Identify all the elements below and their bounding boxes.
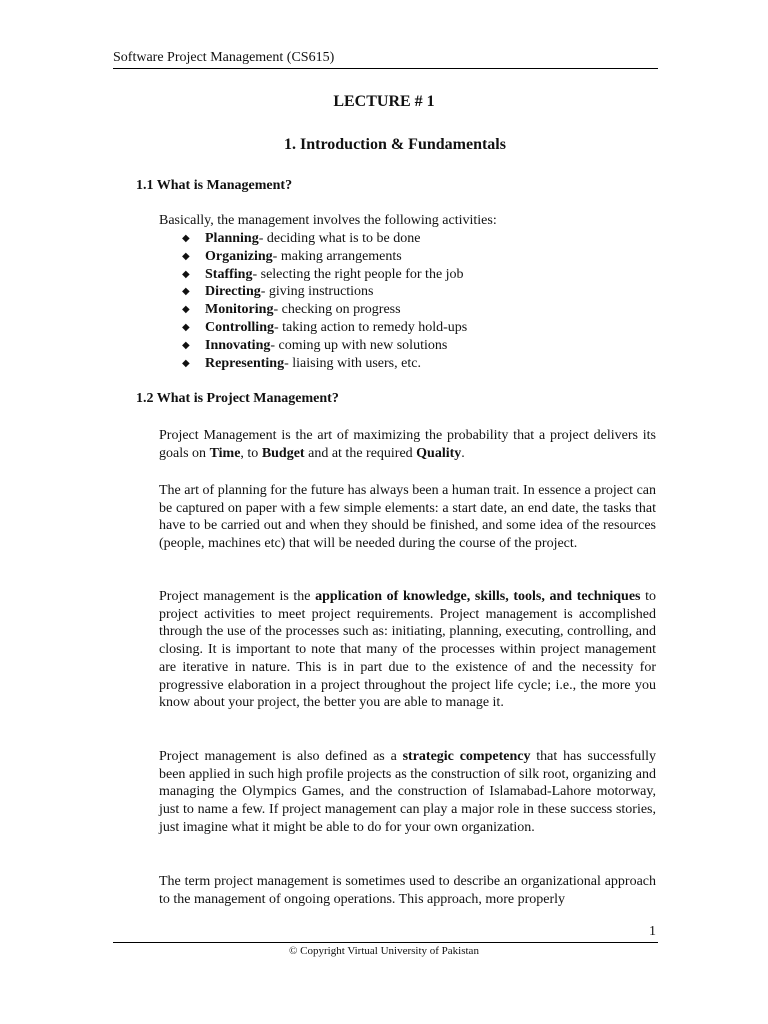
item-term: Directing xyxy=(205,284,261,300)
item-desc: - deciding what is to be done xyxy=(258,231,421,246)
item-term: Representing xyxy=(205,355,285,371)
item-term: Monitoring xyxy=(205,302,274,318)
item-desc: - making arrangements xyxy=(272,248,402,264)
diamond-bullet-icon: ◆ xyxy=(182,339,190,351)
running-header xyxy=(113,49,658,69)
chapter-title: 1. Introduction & Fundamentals xyxy=(284,136,506,153)
section-heading-1-1: 1.1 What is Management? xyxy=(136,178,293,193)
diamond-bullet-icon: ◆ xyxy=(182,268,190,280)
footer-divider xyxy=(113,942,658,943)
list-item xyxy=(182,337,467,355)
item-desc: - checking on progress xyxy=(273,302,401,318)
item-term: Staffing xyxy=(205,266,253,282)
list-item xyxy=(182,355,467,373)
section-heading-1-2: 1.2 What is Project Management? xyxy=(136,391,339,406)
bold-phrase: application of knowledge, skills, tools, and techniques xyxy=(315,589,641,604)
list-item xyxy=(182,248,467,266)
item-term: Organizing xyxy=(205,248,273,264)
diamond-bullet-icon: ◆ xyxy=(182,304,190,316)
diamond-bullet-icon: ◆ xyxy=(182,250,190,262)
list-item xyxy=(182,319,467,337)
diamond-bullet-icon: ◆ xyxy=(182,357,190,369)
item-term: Innovating xyxy=(205,337,271,353)
item-desc: - coming up with new solutions xyxy=(270,337,448,353)
item-desc: - taking action to remedy hold-ups xyxy=(273,319,468,335)
list-item xyxy=(182,283,467,301)
lecture-title: LECTURE # 1 xyxy=(333,93,435,110)
diamond-bullet-icon: ◆ xyxy=(182,321,190,333)
page-number: 1 xyxy=(649,924,656,939)
item-desc: - selecting the right people for the job xyxy=(252,266,464,282)
paragraph-application: Project management is the application of knowledge, skills, tools, and techniques to project activities to meet project requirements. Project management is accomplished through the use of the processes such as: initiating, planning, executing, controlling, and closing. It is important to note that many of the processes within project management are iterative in nature. This is in part due to the existence of and the necessity for progressive elaboration in a project throughout the project life cycle; i.e., the more you know about your project, the better you are able to manage it. xyxy=(159,589,657,711)
term-budget: Budget xyxy=(261,445,305,461)
paragraph-strategic: Project management is also defined as a strategic competency that has successfully been applied in such high profile projects as the construction of silk root, organizing and managing the Olympics Games, and the construction of Islamabad-Lahore motorway, just to name a few. If project management can play a major role in these success stories, just imagine what it might be able to do for your own organization. xyxy=(159,749,656,835)
term-quality: Quality xyxy=(416,445,462,461)
item-desc: - giving instructions xyxy=(260,284,374,300)
item-desc: - liaising with users, etc. xyxy=(284,355,421,371)
diamond-bullet-icon: ◆ xyxy=(182,233,190,244)
list-item xyxy=(182,266,467,284)
copyright-notice: © Copyright Virtual University of Pakistan xyxy=(289,945,479,957)
term-time: Time xyxy=(209,445,241,461)
list-item xyxy=(182,301,467,319)
diamond-bullet-icon: ◆ xyxy=(182,286,190,298)
list-item xyxy=(182,230,467,248)
paragraph-operations: The term project management is sometimes used to describe an organizational approach to the management of ongoing operations. This approach, more properly xyxy=(159,874,656,907)
paragraph-definition: Project Management is the art of maximizing the probability that a project delivers its goals on Time, to Budget and at the required Quality. xyxy=(159,428,656,461)
item-term: Planning xyxy=(205,231,259,246)
paragraph-planning: The art of planning for the future has always been a human trait. In essence a project can be captured on paper with a few simple elements: a start date, an end date, the tasks that have to be carried out and when they should be finished, and some idea of the resources (people, machines etc) that will be needed during the course of the project. xyxy=(159,483,656,552)
activities-list xyxy=(182,230,467,372)
item-term: Controlling xyxy=(205,319,274,335)
section-1-1-intro: Basically, the management involves the following activities: xyxy=(159,213,497,228)
bold-phrase: strategic competency xyxy=(402,749,531,764)
header-title: Software Project Management (CS615) xyxy=(113,50,335,65)
